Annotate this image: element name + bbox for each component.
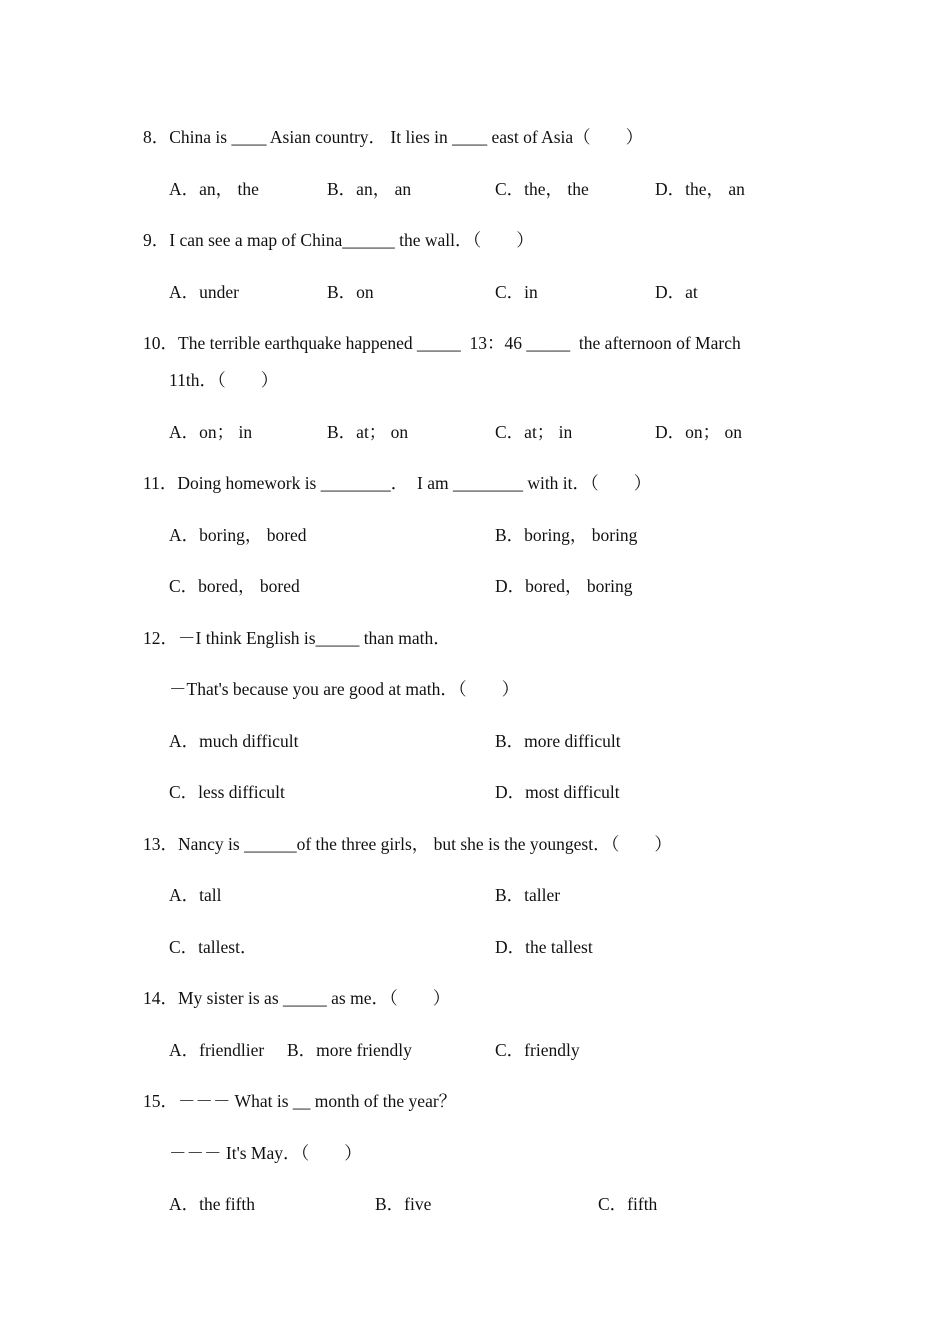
question-11-option-c[interactable]: C．bored， bored — [169, 576, 300, 596]
question-9-option-b[interactable]: B．on — [327, 282, 374, 302]
question-14-stem: 14．My sister is as _____ as me．（ ） — [143, 988, 451, 1008]
question-12-option-a[interactable]: A．much difficult — [169, 731, 299, 751]
question-12-option-b[interactable]: B．more difficult — [495, 731, 621, 751]
question-10-stem-continued: 11th．（ ） — [169, 370, 279, 390]
question-9-option-c[interactable]: C．in — [495, 282, 538, 302]
question-11-option-b[interactable]: B．boring， boring — [495, 525, 638, 545]
question-13-option-d[interactable]: D．the tallest — [495, 937, 593, 957]
question-15-stem-continued: －－－ It's May．（ ） — [169, 1143, 362, 1163]
question-15-option-c[interactable]: C．fifth — [598, 1194, 658, 1214]
question-15-option-b[interactable]: B．five — [375, 1194, 432, 1214]
question-9-option-a[interactable]: A．under — [169, 282, 239, 302]
question-12-stem: 12．－I think English is_____ than math． — [143, 628, 451, 648]
question-8-stem: 8．China is ____ Asian country． It lies in ____ east of Asia（ ） — [143, 127, 644, 147]
question-15-stem: 15．－－－ What is __ month of the year？ — [143, 1091, 457, 1111]
question-10-option-d[interactable]: D．on； on — [655, 422, 743, 442]
question-11-stem: 11．Doing homework is ________． I am ________ with it．（ ） — [143, 473, 652, 493]
question-8-option-b[interactable]: B．an， an — [327, 179, 412, 199]
question-12-option-d[interactable]: D．most difficult — [495, 782, 620, 802]
question-8-option-d[interactable]: D．the， an — [655, 179, 745, 199]
question-10-option-c[interactable]: C．at； in — [495, 422, 573, 442]
question-13-stem: 13．Nancy is ______of the three girls， but she is the youngest．（ ） — [143, 834, 672, 854]
question-10-option-b[interactable]: B．at； on — [327, 422, 409, 442]
question-10-option-a[interactable]: A．on； in — [169, 422, 253, 442]
question-14-option-b[interactable]: B．more friendly — [287, 1040, 412, 1060]
question-15-option-a[interactable]: A．the fifth — [169, 1194, 256, 1214]
question-12-option-c[interactable]: C．less difficult — [169, 782, 285, 802]
question-10-stem: 10．The terrible earthquake happened _____ 13：46 _____ the afternoon of March — [143, 333, 741, 353]
question-13-option-b[interactable]: B．taller — [495, 885, 561, 905]
question-9-option-d[interactable]: D．at — [655, 282, 698, 302]
question-14-option-c[interactable]: C．friendly — [495, 1040, 580, 1060]
question-9-stem: 9．I can see a map of China______ the wall．（ ） — [143, 230, 534, 250]
question-11-option-d[interactable]: D．bored， boring — [495, 576, 633, 596]
question-14-option-a[interactable]: A．friendlier — [169, 1040, 265, 1060]
question-8-option-a[interactable]: A．an， the — [169, 179, 259, 199]
question-13-option-a[interactable]: A．tall — [169, 885, 222, 905]
question-12-stem-continued: －That's because you are good at math．（ ） — [169, 679, 520, 699]
question-11-option-a[interactable]: A．boring， bored — [169, 525, 307, 545]
question-8-option-c[interactable]: C．the， the — [495, 179, 589, 199]
question-13-option-c[interactable]: C．tallest． — [169, 937, 258, 957]
